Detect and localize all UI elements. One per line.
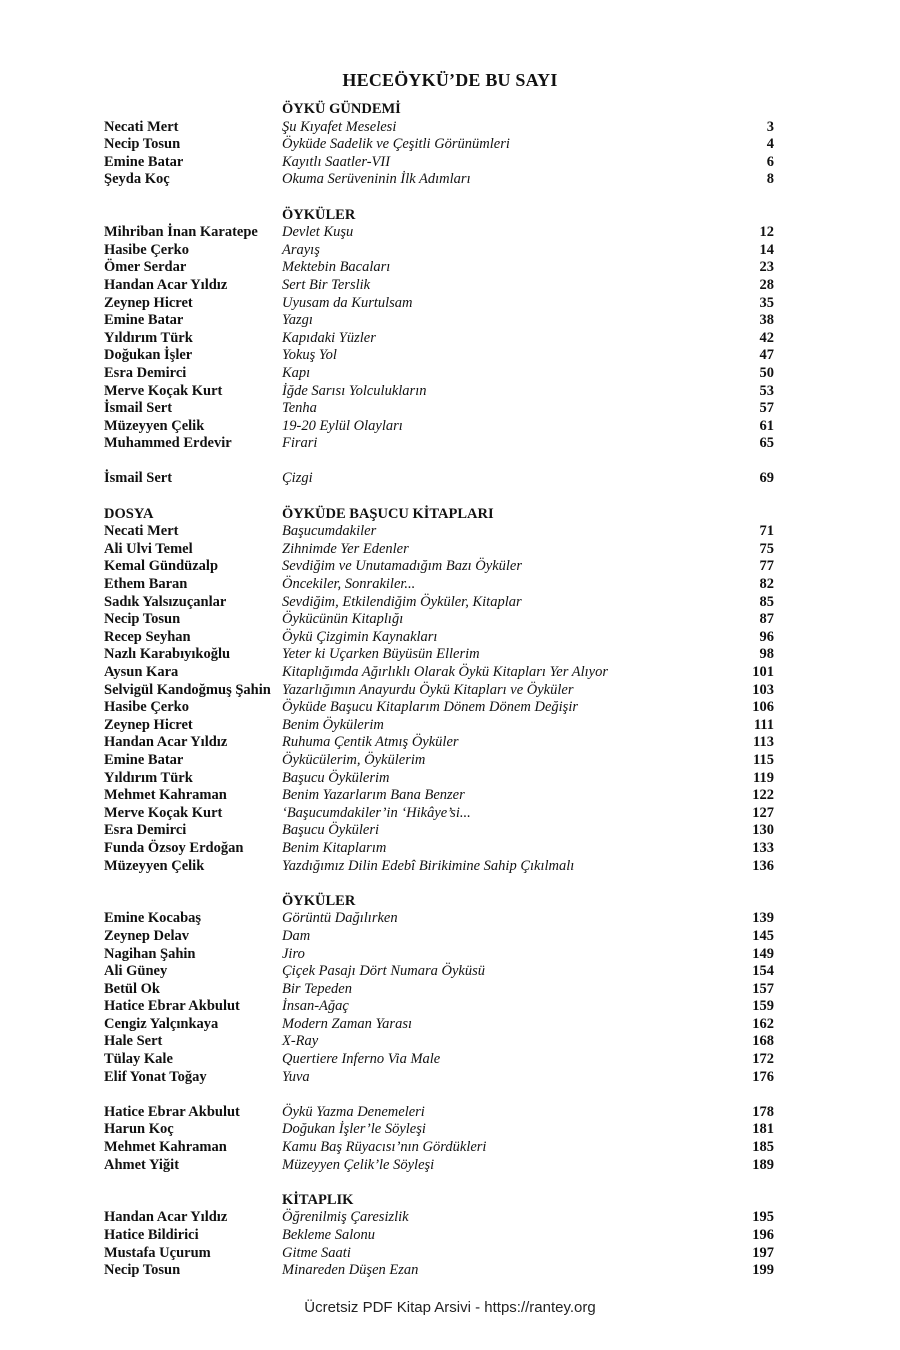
- entry-page-number: 168: [752, 1033, 774, 1050]
- toc-entry: [104, 805, 774, 823]
- entry-page-number: 196: [752, 1227, 774, 1243]
- entry-page-number: 162: [752, 1015, 774, 1032]
- entry-title: Bir Tepeden: [282, 980, 352, 997]
- entry-author: Esra Demirci: [104, 364, 187, 381]
- toc-entry: [104, 1227, 774, 1245]
- toc-entry: [104, 347, 774, 365]
- entry-title: 19-20 Eylül Olayları: [282, 417, 403, 434]
- toc-entry: [104, 752, 774, 770]
- entry-page-number: 103: [752, 681, 774, 698]
- entry-page-number: 82: [759, 576, 774, 593]
- entry-page-number: 77: [759, 558, 774, 575]
- toc-entry: [104, 981, 774, 999]
- toc-entry: [104, 312, 774, 330]
- toc-entry: [104, 840, 774, 858]
- section-gap: [104, 1086, 774, 1104]
- entry-page-number: 75: [759, 540, 774, 557]
- section-gap: [104, 453, 774, 471]
- entry-author: Funda Özsoy Erdoğan: [104, 839, 244, 856]
- section-heading: [104, 506, 774, 524]
- entry-author: Harun Koç: [104, 1121, 174, 1138]
- page-title: HECEÖYKÜ’DE BU SAYI: [342, 70, 558, 90]
- entry-page-number: 69: [759, 470, 774, 487]
- entry-title: Çizgi: [282, 470, 313, 487]
- entry-page-number: 12: [759, 224, 774, 241]
- entry-page-number: 3: [766, 118, 774, 135]
- toc-entry: [104, 523, 774, 541]
- entry-page-number: 149: [752, 945, 774, 962]
- entry-title: Okuma Serüveninin İlk Adımları: [282, 171, 471, 188]
- toc-entry: [104, 928, 774, 946]
- toc-entry: [104, 594, 774, 612]
- entry-title: Öyküde Sadelik ve Çeşitli Görünümleri: [282, 136, 510, 153]
- entry-title: Yazarlığımın Anayurdu Öykü Kitapları ve Öyküler: [282, 681, 574, 698]
- toc-entry: [104, 629, 774, 647]
- entry-page-number: 157: [752, 980, 774, 997]
- entry-author: Müzeyyen Çelik: [104, 857, 205, 874]
- entry-author: Sadık Yalsızuçanlar: [104, 593, 227, 610]
- entry-author: Mustafa Uçurum: [104, 1244, 211, 1261]
- toc-entry: [104, 946, 774, 964]
- entry-page-number: 101: [752, 664, 774, 680]
- entry-author: Ethem Baran: [104, 576, 188, 593]
- entry-author: Ömer Serdar: [104, 259, 187, 276]
- entry-author: Hatice Bildirici: [104, 1227, 199, 1243]
- section-title: ÖYKÜDE BAŞUCU KİTAPLARI: [282, 505, 494, 522]
- entry-page-number: 4: [766, 136, 774, 153]
- entry-title: Yeter ki Uçarken Büyüsün Ellerim: [282, 646, 480, 663]
- toc-entry: [104, 171, 774, 189]
- entry-page-number: 50: [759, 364, 774, 381]
- entry-page-number: 159: [752, 998, 774, 1015]
- entry-author: Necip Tosun: [104, 611, 181, 628]
- entry-author: Ahmet Yiğit: [104, 1156, 180, 1173]
- entry-page-number: 199: [752, 1262, 774, 1279]
- entry-title: Uyusam da Kurtulsam: [282, 294, 413, 311]
- section-heading: [104, 1192, 774, 1210]
- entry-page-number: 176: [752, 1068, 774, 1085]
- entry-title: Arayış: [282, 241, 320, 258]
- entry-page-number: 145: [752, 927, 774, 944]
- entry-page-number: 28: [759, 276, 774, 293]
- entry-author: Muhammed Erdevir: [104, 435, 232, 452]
- entry-title: Görüntü Dağılırken: [282, 910, 398, 927]
- entry-title: İğde Sarısı Yolculukların: [282, 382, 427, 399]
- toc-entry: [104, 330, 774, 348]
- entry-title: Öykü Çizgimin Kaynakları: [282, 628, 438, 645]
- entry-author: Merve Koçak Kurt: [104, 804, 223, 821]
- entry-page-number: 185: [752, 1139, 774, 1156]
- toc-entry: [104, 136, 774, 154]
- entry-author: Zeynep Delav: [104, 927, 189, 944]
- toc-entry: [104, 576, 774, 594]
- entry-page-number: 35: [759, 294, 774, 311]
- section-heading: [104, 207, 774, 225]
- toc-entry: [104, 1033, 774, 1051]
- entry-title: Kamu Baş Rüyacısı’nın Gördükleri: [282, 1139, 487, 1156]
- toc-entry: [104, 717, 774, 735]
- entry-author: Mehmet Kahraman: [104, 787, 227, 804]
- section-title: KİTAPLIK: [282, 1191, 354, 1208]
- entry-author: Kemal Gündüzalp: [104, 558, 219, 575]
- toc-entry: [104, 963, 774, 981]
- entry-page-number: 14: [759, 241, 774, 258]
- entry-page-number: 71: [759, 523, 774, 540]
- entry-title: Müzeyyen Çelik’le Söyleşi: [282, 1156, 435, 1173]
- toc-entry: [104, 259, 774, 277]
- toc-entry: [104, 242, 774, 260]
- toc-entry: [104, 682, 774, 700]
- entry-page-number: 53: [759, 382, 774, 399]
- entry-title: Kapı: [282, 364, 311, 381]
- entry-author: Necati Mert: [104, 523, 179, 540]
- entry-author: Hasibe Çerko: [104, 699, 189, 716]
- toc-entry: [104, 1209, 774, 1227]
- entry-author: Necip Tosun: [104, 136, 181, 153]
- toc-entry: [104, 699, 774, 717]
- entry-author: Ali Güney: [104, 963, 168, 980]
- entry-author: Hasibe Çerko: [104, 241, 189, 258]
- entry-author: Aysun Kara: [104, 664, 179, 680]
- entry-title: Dam: [282, 927, 311, 944]
- toc-entry: [104, 1262, 774, 1280]
- toc-entry: [104, 224, 774, 242]
- entry-author: Müzeyyen Çelik: [104, 417, 205, 434]
- entry-title: Benim Kitaplarım: [282, 839, 387, 856]
- entry-page-number: 113: [753, 734, 774, 751]
- entry-page-number: 133: [752, 839, 774, 856]
- entry-title: ‘Başucumdakiler’in ‘Hikâye’si...: [282, 804, 471, 821]
- toc-entry: [104, 910, 774, 928]
- section-gap: [104, 488, 774, 506]
- toc-entry: [104, 1104, 774, 1122]
- entry-title: Şu Kıyafet Meselesi: [282, 118, 397, 135]
- entry-author: Yıldırım Türk: [104, 329, 193, 346]
- entry-page-number: 139: [752, 910, 774, 927]
- entry-page-number: 106: [752, 699, 774, 716]
- section-gap: [104, 189, 774, 207]
- entry-title: Zihnimde Yer Edenler: [282, 540, 409, 557]
- entry-page-number: 197: [752, 1244, 774, 1261]
- entry-author: Necip Tosun: [104, 1262, 181, 1279]
- entry-author: İsmail Sert: [104, 400, 173, 417]
- toc-entry: [104, 787, 774, 805]
- entry-page-number: 57: [759, 400, 774, 417]
- section-gap: [104, 875, 774, 893]
- entry-author: Zeynep Hicret: [104, 294, 193, 311]
- entry-author: Hatice Ebrar Akbulut: [104, 998, 240, 1015]
- toc-entry: [104, 295, 774, 313]
- entry-title: İnsan-Ağaç: [282, 998, 349, 1015]
- entry-page-number: 130: [752, 822, 774, 839]
- toc-entry: [104, 858, 774, 876]
- entry-author: Şeyda Koç: [104, 171, 170, 188]
- toc-entry: [104, 822, 774, 840]
- entry-title: Başucu Öyküleri: [282, 822, 380, 839]
- toc-entry: [104, 558, 774, 576]
- entry-author: Emine Batar: [104, 751, 184, 768]
- entry-title: Başucu Öykülerim: [282, 769, 390, 786]
- entry-title: Kitaplığımda Ağırlıklı Olarak Öykü Kitapları Yer Alıyor: [282, 664, 608, 680]
- entry-author: Handan Acar Yıldız: [104, 734, 228, 751]
- toc-entry: [104, 998, 774, 1016]
- entry-author: Handan Acar Yıldız: [104, 276, 228, 293]
- entry-author: Mehmet Kahraman: [104, 1139, 227, 1156]
- entry-title: Öykücünün Kitaplığı: [282, 611, 404, 628]
- entry-page-number: 181: [752, 1121, 774, 1138]
- entry-title: Doğukan İşler’le Söyleşi: [282, 1121, 426, 1138]
- entry-title: Yuva: [282, 1068, 310, 1085]
- entry-page-number: 61: [759, 417, 774, 434]
- entry-title: Minareden Düşen Ezan: [282, 1262, 419, 1279]
- toc-entry: [104, 646, 774, 664]
- entry-title: Öncekiler, Sonrakiler...: [282, 576, 416, 593]
- toc-entry: [104, 611, 774, 629]
- entry-author: Nagihan Şahin: [104, 945, 196, 962]
- section-heading: [104, 101, 774, 119]
- table-of-contents: [104, 101, 774, 1280]
- section-gap: [104, 1174, 774, 1192]
- entry-author: Esra Demirci: [104, 822, 187, 839]
- toc-entry: [104, 119, 774, 137]
- section-heading: [104, 893, 774, 911]
- toc-entry: [104, 383, 774, 401]
- entry-title: Sevdiğim, Etkilendiğim Öyküler, Kitaplar: [282, 593, 522, 610]
- entry-title: Devlet Kuşu: [282, 224, 354, 241]
- entry-title: Yokuş Yol: [282, 347, 337, 364]
- entry-author: Yıldırım Türk: [104, 769, 193, 786]
- toc-entry: [104, 541, 774, 559]
- toc-entry: [104, 1051, 774, 1069]
- entry-author: Doğukan İşler: [104, 347, 193, 364]
- entry-page-number: 178: [752, 1103, 774, 1120]
- toc-entry: [104, 154, 774, 172]
- entry-title: Çiçek Pasajı Dört Numara Öyküsü: [282, 963, 485, 980]
- entry-title: Öykücülerim, Öykülerim: [282, 751, 426, 768]
- entry-author: Elif Yonat Toğay: [104, 1068, 207, 1085]
- toc-entry: [104, 1139, 774, 1157]
- toc-entry: [104, 365, 774, 383]
- entry-page-number: 42: [759, 329, 774, 346]
- entry-title: Benim Öykülerim: [282, 716, 384, 733]
- entry-author: Hale Sert: [104, 1033, 163, 1050]
- entry-author: İsmail Sert: [104, 470, 173, 487]
- toc-entry: [104, 277, 774, 295]
- entry-author: Handan Acar Yıldız: [104, 1209, 228, 1226]
- entry-title: Öğrenilmiş Çaresizlik: [282, 1209, 409, 1226]
- entry-page-number: 6: [766, 153, 774, 170]
- entry-author: Necati Mert: [104, 118, 179, 135]
- toc-entry: [104, 734, 774, 752]
- entry-author: Hatice Ebrar Akbulut: [104, 1103, 240, 1120]
- entry-title: Jiro: [282, 945, 305, 962]
- entry-page-number: 96: [759, 628, 774, 645]
- entry-page-number: 119: [753, 769, 774, 786]
- entry-page-number: 127: [752, 804, 774, 821]
- entry-title: Öykü Yazma Denemeleri: [282, 1103, 425, 1120]
- entry-author: Emine Batar: [104, 312, 184, 329]
- entry-page-number: 47: [759, 347, 774, 364]
- entry-page-number: 65: [759, 435, 774, 452]
- entry-author: Zeynep Hicret: [104, 716, 193, 733]
- entry-title: Kapıdaki Yüzler: [282, 329, 376, 346]
- entry-page-number: 98: [759, 646, 774, 663]
- entry-page-number: 87: [759, 611, 774, 628]
- entry-title: Firari: [282, 435, 318, 452]
- entry-author: Merve Koçak Kurt: [104, 382, 223, 399]
- toc-entry: [104, 418, 774, 436]
- section-title: ÖYKÜ GÜNDEMİ: [282, 101, 401, 117]
- toc-entry: [104, 400, 774, 418]
- entry-title: Mektebin Bacaları: [282, 259, 391, 276]
- entry-title: Tenha: [282, 400, 317, 417]
- entry-title: Sert Bir Terslik: [282, 276, 371, 293]
- toc-entry: [104, 1016, 774, 1034]
- entry-page-number: 172: [752, 1051, 774, 1068]
- entry-page-number: 115: [753, 751, 774, 768]
- footer-text: Ücretsiz PDF Kitap Arsivi - https://rantey.org: [304, 1299, 596, 1316]
- entry-author: Ali Ulvi Temel: [104, 540, 193, 557]
- section-title: ÖYKÜLER: [282, 206, 356, 223]
- section-title: ÖYKÜLER: [282, 892, 356, 909]
- entry-title: X-Ray: [282, 1033, 319, 1050]
- entry-author: Cengiz Yalçınkaya: [104, 1015, 219, 1032]
- entry-title: Yazgı: [282, 312, 313, 329]
- entry-page-number: 154: [752, 963, 774, 980]
- entry-title: Kayıtlı Saatler-VII: [282, 153, 391, 170]
- entry-page-number: 8: [766, 171, 774, 188]
- entry-title: Gitme Saati: [282, 1244, 351, 1261]
- section-label: DOSYA: [104, 505, 154, 522]
- entry-page-number: 111: [753, 716, 774, 733]
- toc-entry: [104, 770, 774, 788]
- entry-page-number: 136: [752, 857, 774, 874]
- entry-page-number: 195: [752, 1209, 774, 1226]
- entry-page-number: 85: [759, 593, 774, 610]
- toc-entry: [104, 470, 774, 488]
- entry-author: Mihriban İnan Karatepe: [104, 224, 258, 241]
- entry-author: Emine Kocabaş: [104, 910, 202, 927]
- entry-title: Başucumdakiler: [282, 523, 377, 540]
- entry-page-number: 189: [752, 1156, 774, 1173]
- entry-author: Selvigül Kandoğmuş Şahin: [104, 681, 271, 698]
- toc-entry: [104, 1245, 774, 1263]
- entry-title: Ruhuma Çentik Atmış Öyküler: [282, 734, 459, 751]
- entry-page-number: 23: [759, 259, 774, 276]
- entry-author: Tülay Kale: [104, 1051, 173, 1068]
- entry-title: Bekleme Salonu: [282, 1227, 376, 1243]
- toc-entry: [104, 1157, 774, 1175]
- entry-title: Sevdiğim ve Unutamadığım Bazı Öyküler: [282, 558, 523, 575]
- entry-title: Benim Yazarlarım Bana Benzer: [282, 787, 465, 804]
- entry-title: Quertiere Inferno Via Male: [282, 1051, 441, 1068]
- entry-author: Nazlı Karabıyıkoğlu: [104, 646, 231, 663]
- toc-entry: [104, 1121, 774, 1139]
- toc-entry: [104, 664, 774, 682]
- entry-title: Yazdığımız Dilin Edebî Birikimine Sahip Çıkılmalı: [282, 857, 575, 874]
- entry-author: Emine Batar: [104, 153, 184, 170]
- entry-page-number: 122: [752, 787, 774, 804]
- entry-page-number: 38: [759, 312, 774, 329]
- entry-title: Modern Zaman Yarası: [282, 1015, 412, 1032]
- toc-entry: [104, 435, 774, 453]
- toc-entry: [104, 1069, 774, 1087]
- entry-title: Öyküde Başucu Kitaplarım Dönem Dönem Değişir: [282, 699, 578, 716]
- entry-author: Recep Seyhan: [104, 628, 191, 645]
- entry-author: Betül Ok: [104, 980, 160, 997]
